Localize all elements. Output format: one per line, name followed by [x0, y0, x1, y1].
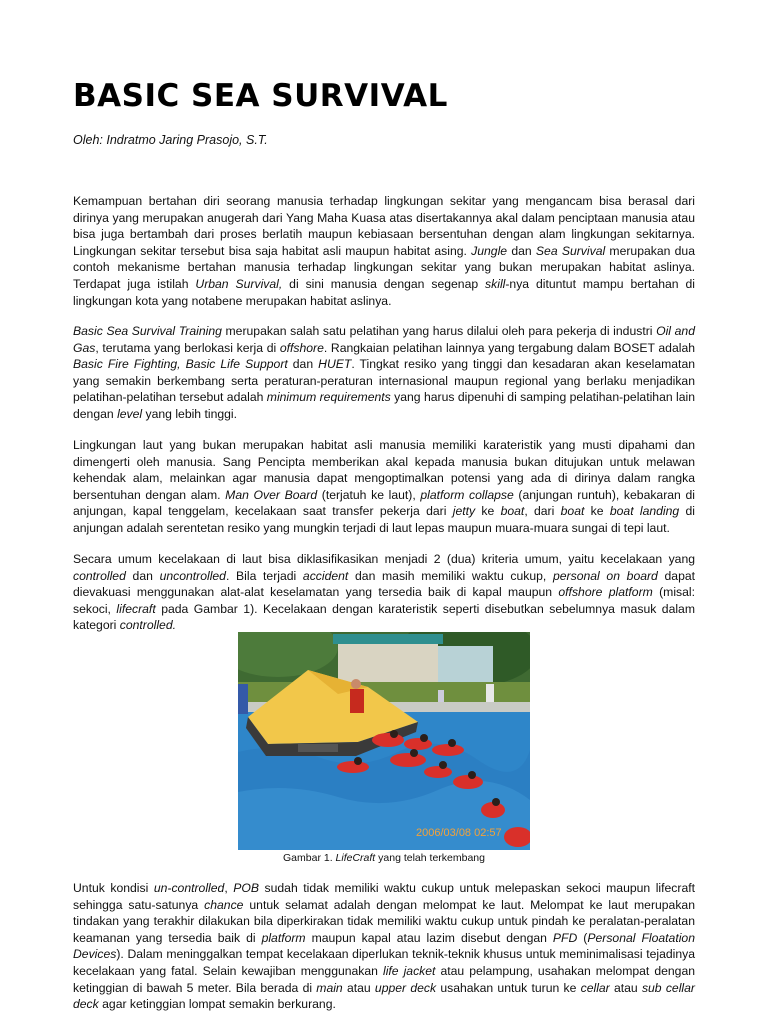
text-run: atau [342, 980, 375, 995]
text-run: , terutama yang berlokasi kerja di [95, 340, 280, 355]
paragraph-1 [73, 193, 695, 309]
text-run: maupun kapal atau lazim disebut dengan [305, 930, 553, 945]
text-run: ( [577, 930, 588, 945]
italic-term: PFD [552, 930, 578, 945]
italic-term: Sea Survival [535, 243, 606, 258]
figure-caption [238, 852, 530, 864]
text-run: merupakan dua contoh mekanisme bertahan manusia terhadap lingkungan sekitar yang bukan merupakan habitat aslinya. Terdapat juga istilah [73, 243, 695, 291]
italic-term: lifecraft [116, 601, 156, 616]
italic-term: chance [204, 897, 244, 912]
italic-term: HUET [318, 357, 352, 372]
text-run: yang lebih tinggi. [142, 406, 237, 421]
text-run: di sini manusia dengan segenap [282, 276, 486, 291]
text-run: , [224, 881, 234, 895]
italic-term: upper deck [374, 980, 437, 995]
caption-italic: LifeCraft [335, 852, 376, 864]
italic-term: cellar [580, 980, 610, 995]
text-run: dan [125, 568, 160, 583]
text-run: (anjungan runtuh), kebakaran di anjungan, kapal tenggelam, kecelakaan saat transfer pekerja dari [73, 487, 695, 519]
italic-term: platform collapse [420, 487, 514, 502]
italic-term: controlled. [119, 618, 176, 633]
text-run: ke [584, 504, 610, 519]
text-run: Lingkungan laut yang bukan merupakan habitat asli manusia memiliki karateristik yang musti dipahami dan dimengerti oleh manusia. Sang Pencipta memberikan akal kepada manusia bukan ditujukan untuk melawan kehendak alam, melainkan agar manusia dapat mengoptimalkan potensi yang ada di dirinya dalam rangka bersentuhan dengan alam. [73, 438, 695, 502]
italic-term: boat [500, 504, 525, 519]
italic-term: boat landing [609, 504, 680, 519]
italic-term: Basic Sea Survival Training [73, 324, 222, 338]
italic-term: POB [233, 881, 259, 895]
text-run: ). Dalam meninggalkan tempat kecelakaan diperlukan teknik-teknik khusus untuk meminimalisasi tejadinya kecelakaan yang fatal. Selain kewajiban menggunakan [73, 947, 695, 978]
text-run: Secara umum kecelakaan di laut bisa diklasifikasikan menjadi 2 (dua) kriteria umum, yaitu kecelakaan yang [73, 552, 695, 566]
paragraph-3 [73, 437, 695, 537]
paragraph-4 [73, 551, 695, 634]
italic-term: controlled [73, 568, 126, 583]
italic-term: offshore [279, 340, 324, 355]
italic-term: Urban Survival, [195, 276, 283, 291]
paragraph-5 [73, 880, 695, 1013]
text-run: yang harus dipenuhi di samping pelatihan-pelatihan lain dengan [73, 390, 695, 421]
text-run: ke [475, 504, 501, 519]
caption-suffix: yang telah terkembang [375, 852, 485, 864]
text-run: pada Gambar 1). Kecelakaan dengan karateristik seperti disebutkan sebelumnya masuk dalam kategori [73, 601, 695, 633]
document-title: BASIC SEA SURVIVAL [73, 78, 448, 114]
italic-term: boat [560, 504, 585, 519]
text-run: merupakan salah satu pelatihan yang harus dilalui oleh para pekerja di industri [221, 324, 657, 338]
text-run: sudah tidak memiliki waktu cukup untuk melepaskan sekoci maupun lifecraft sehingga satu-satunya [73, 881, 696, 912]
text-run: dapat dievakuasi menggunakan alat-alat keselamatan yang tersedia baik di kapal maupun [73, 568, 696, 600]
italic-term: Oil and Gas [73, 324, 695, 355]
italic-term: skill [485, 276, 506, 291]
author-line: Oleh: Indratmo Jaring Prasojo, S.T. [73, 133, 268, 147]
text-run: , dari [524, 504, 561, 519]
text-run: . Rangkaian pelatihan lainnya yang tergabung dalam BOSET adalah [323, 340, 695, 355]
italic-term: sub cellar deck [73, 980, 695, 1012]
text-run: Kemampuan bertahan diri seorang manusia terhadap lingkungan sekitar yang mengancam bisa berasal dari dirinya yang merupakan anugerah dari Yang Maha Kuasa atas disertakannya akal dalam penciptaan manusia atau bisa juga bertambah dari proses berlatih maupun kebiasaan bersentuhan dengan alam lingkungan sekitarnya. Lingkungan sekitar tersebut bisa saja habitat asli maupun habitat asing. [73, 194, 695, 258]
text-run: dan [507, 243, 536, 258]
italic-term: accident [302, 568, 349, 583]
caption-prefix: Gambar 1. [283, 852, 336, 864]
text-run: (misal: sekoci, [73, 585, 695, 616]
italic-term: Jungle [471, 243, 508, 258]
italic-term: personal on board [553, 568, 658, 583]
text-run: di anjungan adalah serentetan resiko yang mungkin terjadi di laut lepas maupun muara-muara sungai di tepi laut. [73, 504, 695, 535]
text-run: . Bila terjadi [225, 568, 303, 583]
italic-term: main [316, 980, 343, 995]
text-run: dan [287, 357, 319, 372]
lifecraft-photo [238, 632, 530, 850]
italic-term: life jacket [382, 963, 436, 978]
paragraph-2 [73, 323, 695, 423]
italic-term: jetty [452, 504, 476, 519]
text-run: dan masih memiliki waktu cukup, [348, 568, 553, 583]
italic-term: minimum requirements [266, 390, 391, 405]
text-run: . Tingkat resiko yang tinggi dan kesadaran akan keselamatan yang semakin berkembang serta peraturan-peraturan internasional maupun regional yang berlaku menjadikan pelatihan-pelatihan tersebut adalah [73, 357, 695, 405]
text-run: atau [609, 980, 642, 995]
italic-term: level [117, 406, 143, 421]
text-run: agar ketinggian lompat semakin berkurang. [98, 997, 336, 1012]
italic-term: Basic Fire Fighting, Basic Life Support [73, 357, 288, 372]
text-run: -nya dituntut mampu bertahan di lingkungan kota yang notabene merupakan habitat aslinya. [73, 276, 695, 308]
text-run: usahakan untuk turun ke [436, 980, 581, 995]
italic-term: un-controlled [153, 881, 225, 895]
italic-term: Personal Floatation Devices [73, 930, 695, 962]
text-run: Untuk kondisi [73, 881, 154, 895]
text-run: atau pelampung, usahakan melompat dengan ketinggian di bawah 5 meter. Bila berada di [73, 963, 696, 995]
text-run: untuk selamat adalah dengan melompat ke laut. Melompat ke laut merupakan tindakan yang terakhir dilakukan bila diperkirakan tidak memiliki waktu cukup untuk pindah ke peralatan-peralatan keamanan yang tersedia baik di [73, 897, 695, 945]
italic-term: uncontrolled [159, 568, 226, 583]
italic-term: offshore platform [558, 585, 653, 600]
italic-term: platform [261, 930, 306, 945]
photo-timestamp: 2006/03/08 02:57 [416, 827, 502, 839]
text-run: (terjatuh ke laut), [317, 487, 421, 502]
italic-term: Man Over Board [225, 487, 318, 502]
